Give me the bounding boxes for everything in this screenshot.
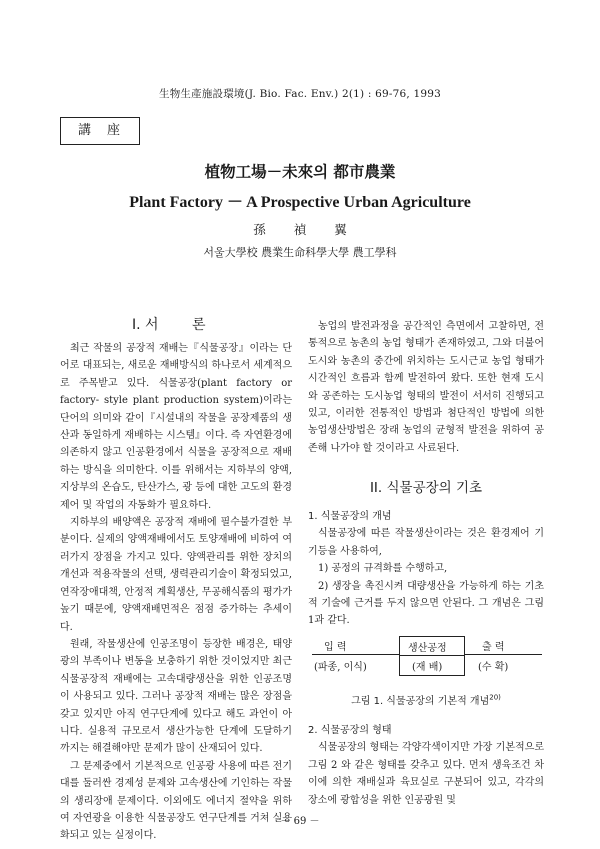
journal-header: 生物生產施設環境(J. Bio. Fac. Env.) 2(1) : 69-76, 1993 <box>159 88 441 100</box>
subsection2-heading: 2. 식물공장의 형태 <box>308 725 392 736</box>
input-arrow-line <box>312 654 399 655</box>
paragraph: 농업의 발전과정을 공간적인 측면에서 고찰하면, 전통적으로 농촌의 농업 형태가 존재하였고, 그와 더불어 도시와 농촌의 중간에 위치하는 도시근교 농업 형태가 시간적인 흐름과 함께 발전하여 왔다. 또한 현재 도시와 공존하는 도시농업 형태의 발전이 서서히 진행되고 있고, 이러한 전통적인 방법과 첨단적인 방법에 의한 농업생산방법은 장래 농업의 균형적 발전을 위하여 공존해 나가야 할 것이라고 사료된다. <box>308 321 544 454</box>
figure1-caption <box>308 692 544 707</box>
section1-number: I. 서 <box>132 317 159 333</box>
process-label: 생산공정 <box>408 643 447 654</box>
author-affiliation: 서울大學校 農業生命科學大學 農工學科 <box>203 246 397 259</box>
title-english: Plant Factory － A Prospective Urban Agriculture <box>129 194 471 211</box>
subsection1 <box>308 508 544 630</box>
figure1-diagram <box>312 636 542 684</box>
process-divider <box>399 655 465 656</box>
paragraph: 그 문제중에서 기본적으로 인공광 사용에 따른 전기대를 둘러싼 경제성 문제와 고속생산에 기인하는 작물의 생리장애 문제이다. 이외에도 에너지 절약을 위하여 자연광을 이용한 식물공장도 연구단계를 거쳐 실용화되고 있는 실정이다. <box>60 760 292 842</box>
paragraph: 원래, 작물생산에 인공조명이 등장한 배경은, 태양광의 부족이나 변동을 보충하기 위한 것이었지만 최근 식물공장적 재배에는 고속대량생산을 위한 인공조명이 사용되고 있다. 그러나 공장적 재배는 많은 장점을 갖고 있지만 아직 연구단계에 있다고 해도 과언이 아니다. 실용적 규모로서 생산가능한 단계에 도달하기 까지는 해결해야만 문제가 많이 산재되어 있다. <box>60 638 292 755</box>
output-sub-label: (수 확) <box>478 662 509 673</box>
left-column <box>60 340 292 845</box>
input-sub-label: (파종, 이식) <box>314 662 367 673</box>
list-item: 2) 생장을 촉진시켜 대량생산을 가능하게 하는 기초적 기술에 근거를 두지 않으면 안된다. 그 개념은 그림1과 같다. <box>308 580 544 627</box>
author-name: 孫 禎 翼 <box>253 222 359 237</box>
page-number: － 69 － <box>280 816 320 827</box>
paragraph: 식물공장의 형태는 각양각색이지만 가장 기본적으로 그림 2 와 같은 형태를 갖추고 있다. 먼저 생육조건 차이에 의한 재배실과 육묘실로 구분되어 있고, 각각의 장소에 광합성을 위한 인공광원 및 <box>308 742 544 806</box>
paragraph: 최근 작물의 공장적 재배는『식물공장』이라는 단어로 대표되는, 새로운 재배방식의 하나로서 세계적으로 주목받고 있다. 식물공장(plant factory or factory- style plant production system)이라는 단어의 의미와 같이『시설내의 작물을 공장제품의 생산과 동일하게 재배하는 시스템』이다. 즉 자연환경에 의존하지 않고 인공환경에서 식물을 공장적으로 재배하는 방식을 의미한다. 이를 위해서는 지하부의 양액, 지상부의 온습도, 탄산가스, 광 등에 대한 고도의 환경제어 및 작업의 자동화가 필요하다. <box>60 343 292 511</box>
caption-text: 그림 1. 식물공장의 기본적 개념 <box>351 696 490 707</box>
section1-title: 론 <box>192 317 206 333</box>
category-box-label: 講座 <box>60 117 140 145</box>
right-column-intro <box>308 318 544 457</box>
section2-heading: II. 식물공장의 기초 <box>369 480 483 496</box>
paragraph: 식물공장에 따른 작물생산이라는 것은 환경제어 기기등을 사용하여, <box>308 528 544 557</box>
subsection2 <box>308 722 544 809</box>
output-label: 출 력 <box>482 642 505 653</box>
caption-ref: 20) <box>489 693 501 702</box>
output-arrow-line <box>465 654 542 655</box>
list-item: 1) 공정의 규격화를 수행하고, <box>318 563 448 575</box>
input-label: 입 력 <box>324 642 347 653</box>
title-korean: 植物工場－未來의 都市農業 <box>204 163 396 181</box>
subsection1-heading: 1. 식물공장의 개념 <box>308 511 392 522</box>
process-sub-label: (재 배) <box>412 662 443 673</box>
paragraph: 지하부의 배양액은 공장적 재배에 필수불가결한 부분이다. 실제의 양액재배에서도 토양재배에 비하여 여러가지 장점을 가지고 있다. 양액관리를 위한 장치의 개선과 적용작물의 선택, 생력관리기술이 확정되었고, 연작장애대책, 안정적 계획생산, 무공해식품의 평가가 높기 때문에, 양액재배면적은 점점 증가하는 추세이다. <box>60 517 292 633</box>
